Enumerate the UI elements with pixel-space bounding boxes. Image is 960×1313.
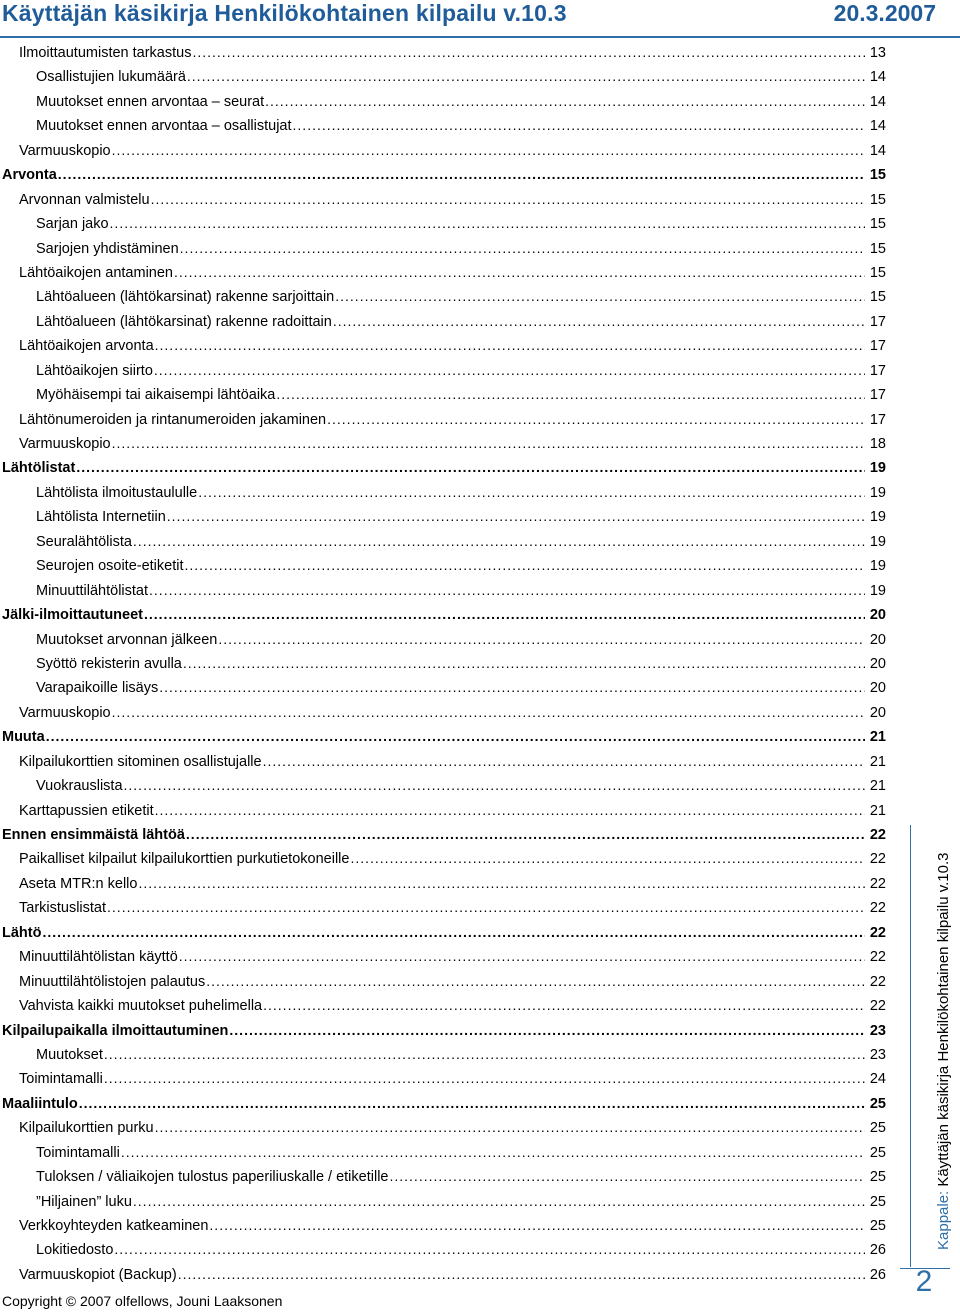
toc-entry[interactable] [0, 1217, 886, 1241]
toc-entry-title: Ennen ensimmäistä lähtöä [2, 827, 185, 843]
chapter-label: Kappale: [935, 1190, 952, 1250]
toc-dot-leader [76, 459, 865, 475]
toc-dot-leader [144, 606, 865, 622]
toc-dot-leader [58, 166, 865, 182]
toc-entry-title: Ilmoittautumisten tarkastus [19, 45, 192, 61]
toc-entry[interactable] [0, 1144, 886, 1168]
toc-entry-title: Lokitiedosto [36, 1242, 114, 1259]
toc-entry-page: 23 [869, 1046, 886, 1063]
toc-dot-leader [155, 802, 865, 818]
toc-dot-leader [327, 411, 865, 427]
toc-dot-leader [185, 557, 866, 573]
toc-entry-page: 21 [869, 802, 886, 819]
toc-dot-leader [104, 1070, 865, 1086]
toc-entry-title: Toimintamalli [19, 1071, 103, 1088]
toc-entry-page: 19 [869, 558, 886, 575]
toc-entry[interactable] [0, 288, 886, 312]
toc-entry-page: 25 [869, 1095, 886, 1112]
toc-entry[interactable] [0, 533, 886, 557]
toc-entry-title: Lähtöalueen (lähtökarsinat) rakenne sarjoittain [36, 289, 335, 306]
toc-entry-title: Vuokrauslista [36, 778, 123, 795]
toc-entry-title: Seuralähtölista [36, 533, 132, 550]
toc-entry[interactable] [0, 1193, 886, 1217]
toc-entry-title: Syöttö rekisterin avulla [36, 655, 182, 672]
toc-entry-page: 15 [869, 191, 886, 208]
toc-entry[interactable] [0, 875, 886, 899]
toc-entry[interactable] [0, 948, 886, 972]
toc-entry-title: Paikalliset kilpailut kilpailukorttien purkutietokoneille [19, 851, 350, 868]
toc-entry-page: 19 [869, 509, 886, 526]
toc-entry-page: 20 [869, 655, 886, 672]
toc-entry[interactable] [0, 1119, 886, 1143]
toc-dot-leader [79, 1095, 865, 1111]
toc-entry[interactable] [0, 850, 886, 874]
toc-dot-leader [104, 1046, 865, 1062]
toc-entry[interactable] [0, 386, 886, 410]
toc-dot-leader [179, 948, 865, 964]
toc-dot-leader [276, 386, 865, 402]
toc-entry-title: Kilpailukorttien purku [19, 1120, 154, 1137]
toc-dot-leader [154, 362, 865, 378]
toc-dot-leader [293, 117, 865, 133]
toc-dot-leader [112, 704, 865, 720]
toc-entry-page: 15 [869, 216, 886, 233]
toc-entry-title: Arvonta [2, 167, 57, 184]
toc-entry[interactable] [0, 215, 886, 239]
toc-entry-page: 15 [869, 264, 886, 281]
toc-dot-leader [263, 753, 865, 769]
toc-dot-leader [167, 508, 865, 524]
toc-dot-leader [112, 142, 865, 158]
toc-dot-leader [218, 631, 865, 647]
toc-entry-page: 22 [869, 827, 886, 843]
toc-dot-leader [198, 484, 865, 500]
toc-entry-title: Kilpailupaikalla ilmoittautuminen [2, 1022, 229, 1039]
toc-dot-leader [112, 435, 865, 451]
toc-entry-title: Sarjan jako [36, 216, 109, 233]
toc-dot-leader [151, 191, 865, 207]
toc-entry-title: Tuloksen / väliaikojen tulostus paperiliuskalle / etiketille [36, 1169, 389, 1186]
toc-dot-leader [155, 1119, 865, 1135]
toc-entry[interactable] [0, 826, 886, 850]
toc-entry[interactable] [0, 631, 886, 655]
toc-entry-title: Arvonnan valmistelu [19, 191, 150, 208]
toc-dot-leader [389, 1168, 865, 1184]
toc-entry-page: 20 [869, 704, 886, 721]
toc-entry-title: Varmuuskopiot (Backup) [19, 1266, 177, 1283]
toc-entry-title: Lähtöalueen (lähtökarsinat) rakenne radoittain [36, 313, 332, 330]
toc-entry-page: 26 [869, 1266, 886, 1283]
toc-dot-leader [110, 215, 865, 231]
toc-dot-leader [263, 997, 865, 1013]
toc-dot-leader [209, 1217, 865, 1233]
toc-entry[interactable] [0, 142, 886, 166]
toc-dot-leader [46, 728, 865, 744]
toc-entry[interactable] [0, 459, 886, 483]
toc-dot-leader [335, 288, 865, 304]
toc-entry-page: 14 [869, 118, 886, 135]
toc-entry-title: Muutokset ennen arvontaa – seurat [36, 93, 265, 110]
toc-entry-page: 15 [869, 289, 886, 306]
toc-entry[interactable] [0, 68, 886, 92]
toc-entry-page: 22 [869, 875, 886, 892]
toc-dot-leader [138, 875, 865, 891]
document-date: 20.3.2007 [833, 0, 936, 26]
toc-entry-page: 25 [869, 1218, 886, 1234]
toc-entry-page: 22 [869, 851, 886, 868]
toc-entry-page: 20 [869, 631, 886, 648]
toc-entry-title: Kilpailukorttien sitominen osallistujalle [19, 753, 262, 770]
toc-entry-page: 17 [869, 387, 886, 404]
toc-entry-title: Lähtölista ilmoitustaululle [36, 484, 198, 501]
toc-entry[interactable] [0, 93, 886, 117]
toc-entry[interactable] [0, 508, 886, 532]
toc-entry-title: Tarkistuslistat [19, 900, 107, 917]
toc-entry-page: 19 [869, 460, 886, 477]
toc-dot-leader [229, 1022, 865, 1038]
toc-dot-leader [186, 826, 865, 842]
toc-entry-page: 19 [869, 582, 886, 599]
toc-entry-page: 25 [869, 1169, 886, 1186]
toc-entry-title: Aseta MTR:n kello [19, 875, 138, 892]
toc-dot-leader [149, 582, 865, 598]
toc-dot-leader [174, 264, 865, 280]
toc-dot-leader [42, 924, 865, 940]
toc-entry-page: 24 [869, 1071, 886, 1088]
toc-entry-title: Lähtöaikojen arvonta [19, 338, 154, 355]
chapter-side-label [935, 853, 952, 1250]
toc-entry-page: 26 [869, 1242, 886, 1259]
toc-entry-title: Osallistujien lukumäärä [36, 69, 186, 86]
toc-entry-title: Lähtönumeroiden ja rintanumeroiden jakaminen [19, 411, 327, 428]
toc-entry[interactable] [0, 1070, 886, 1094]
toc-entry-page: 21 [869, 729, 886, 746]
toc-entry[interactable] [0, 997, 886, 1021]
toc-dot-leader [206, 973, 865, 989]
toc-dot-leader [114, 1241, 865, 1257]
toc-entry-title: ”Hiljainen” luku [36, 1193, 132, 1210]
toc-entry[interactable] [0, 166, 886, 190]
toc-entry-title: Minuuttilähtölistan käyttö [19, 949, 178, 966]
toc-entry-title: Minuuttilähtölistojen palautus [19, 973, 206, 990]
toc-entry-page: 15 [869, 167, 886, 184]
toc-entry-page: 20 [869, 607, 886, 624]
toc-entry-title: Lähtölistat [2, 460, 76, 477]
toc-entry-page: 22 [869, 924, 886, 941]
toc-entry-title: Lähtöaikojen siirto [36, 362, 153, 379]
toc-entry-page: 19 [869, 533, 886, 550]
toc-dot-leader [178, 1266, 865, 1282]
toc-entry-title: Muutokset [36, 1046, 103, 1063]
toc-entry-page: 15 [869, 240, 886, 257]
toc-entry[interactable] [0, 313, 886, 337]
toc-entry-title: Seurojen osoite-etiketit [36, 558, 184, 575]
toc-entry[interactable] [0, 1266, 886, 1290]
toc-dot-leader [265, 93, 865, 109]
toc-entry-page: 14 [869, 69, 886, 86]
toc-dot-leader [133, 1193, 865, 1209]
toc-entry[interactable] [0, 582, 886, 606]
toc-entry[interactable] [0, 484, 886, 508]
toc-dot-leader [183, 655, 865, 671]
toc-entry-page: 25 [869, 1144, 886, 1161]
toc-entry[interactable] [0, 557, 886, 581]
toc-entry[interactable] [0, 679, 886, 703]
toc-entry-page: 17 [869, 411, 886, 428]
page-number: 2 [915, 1265, 933, 1298]
toc-dot-leader [159, 679, 865, 695]
toc-entry-page: 21 [869, 753, 886, 770]
toc-dot-leader [187, 68, 865, 84]
side-divider [910, 825, 911, 1267]
toc-entry[interactable] [0, 1095, 886, 1119]
toc-entry-page: 17 [869, 313, 886, 330]
toc-entry-page: 22 [869, 998, 886, 1015]
toc-entry[interactable] [0, 435, 886, 459]
toc-entry[interactable] [0, 1241, 886, 1265]
toc-dot-leader [124, 777, 865, 793]
toc-entry[interactable] [0, 973, 886, 997]
toc-entry[interactable] [0, 1168, 886, 1192]
toc-entry-page: 22 [869, 973, 886, 990]
table-of-contents [0, 44, 886, 1290]
toc-dot-leader [350, 850, 865, 866]
toc-entry-title: Lähtölista Internetiin [36, 509, 166, 526]
toc-entry-title: Maaliintulo [2, 1095, 78, 1112]
toc-entry-title: Muutokset arvonnan jälkeen [36, 631, 218, 648]
toc-entry-title: Varapaikoille lisäys [36, 680, 159, 697]
copyright-notice: Copyright © 2007 olfellows, Jouni Laaksonen [2, 1293, 283, 1309]
toc-entry[interactable] [0, 1046, 886, 1070]
toc-entry-title: Lähtö [2, 924, 42, 941]
toc-entry-page: 13 [869, 45, 886, 61]
toc-entry-title: Myöhäisempi tai aikaisempi lähtöaika [36, 387, 276, 404]
toc-entry-title: Verkkoyhteyden katkeaminen [19, 1218, 209, 1234]
toc-entry[interactable] [0, 728, 886, 752]
toc-entry[interactable] [0, 44, 886, 68]
toc-entry-title: Sarjojen yhdistäminen [36, 240, 179, 257]
toc-entry-title: Varmuuskopio [19, 704, 111, 721]
toc-entry[interactable] [0, 411, 886, 435]
toc-entry-title: Karttapussien etiketit [19, 802, 154, 819]
toc-entry[interactable] [0, 362, 886, 386]
toc-entry-page: 22 [869, 900, 886, 917]
toc-entry[interactable] [0, 606, 886, 630]
toc-dot-leader [121, 1144, 865, 1160]
toc-entry-title: Lähtöaikojen antaminen [19, 264, 173, 281]
toc-dot-leader [192, 44, 865, 60]
toc-entry-page: 25 [869, 1193, 886, 1210]
toc-entry[interactable] [0, 337, 886, 361]
toc-entry-page: 14 [869, 142, 886, 159]
toc-entry-title: Varmuuskopio [19, 436, 111, 452]
toc-entry-title: Toimintamalli [36, 1144, 120, 1161]
toc-dot-leader [133, 533, 865, 549]
toc-entry[interactable] [0, 655, 886, 679]
toc-dot-leader [333, 313, 865, 329]
toc-entry[interactable] [0, 899, 886, 923]
toc-entry[interactable] [0, 704, 886, 728]
toc-entry-page: 20 [869, 680, 886, 697]
toc-entry-page: 25 [869, 1120, 886, 1137]
document-title: Käyttäjän käsikirja Henkilökohtainen kilpailu v.10.3 [2, 0, 567, 26]
toc-entry[interactable] [0, 117, 886, 141]
toc-entry-page: 23 [869, 1022, 886, 1039]
toc-entry-title: Varmuuskopio [19, 142, 111, 159]
toc-entry-page: 21 [869, 778, 886, 795]
toc-entry-page: 14 [869, 93, 886, 110]
toc-entry-title: Muutokset ennen arvontaa – osallistujat [36, 118, 292, 135]
toc-entry-page: 19 [869, 484, 886, 501]
toc-entry[interactable] [0, 1022, 886, 1046]
toc-entry[interactable] [0, 191, 886, 215]
page-header [0, 0, 960, 38]
toc-entry-page: 17 [869, 338, 886, 355]
toc-entry-page: 22 [869, 949, 886, 966]
toc-entry-title: Minuuttilähtölistat [36, 582, 149, 599]
toc-entry[interactable] [0, 777, 886, 801]
toc-entry[interactable] [0, 240, 886, 264]
toc-dot-leader [155, 337, 865, 353]
toc-entry[interactable] [0, 264, 886, 288]
toc-dot-leader [180, 240, 865, 256]
chapter-title: Käyttäjän käsikirja Henkilökohtainen kilpailu v.10.3 [935, 852, 952, 1187]
toc-entry-title: Jälki-ilmoittautuneet [2, 607, 143, 624]
toc-entry-title: Muuta [2, 729, 45, 746]
toc-dot-leader [107, 899, 865, 915]
toc-entry[interactable] [0, 924, 886, 948]
toc-entry-page: 17 [869, 362, 886, 379]
toc-entry[interactable] [0, 753, 886, 777]
toc-entry-page: 18 [869, 436, 886, 452]
toc-entry[interactable] [0, 802, 886, 826]
toc-entry-title: Vahvista kaikki muutokset puhelimella [19, 998, 263, 1015]
